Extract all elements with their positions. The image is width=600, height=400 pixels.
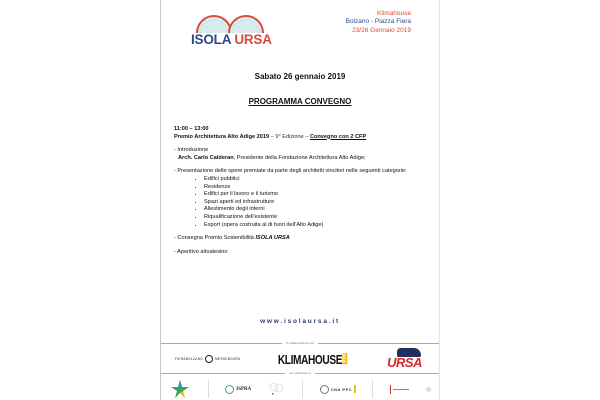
sustainability-item xyxy=(174,235,434,243)
partner-logos xyxy=(161,348,439,370)
red-bar-icon xyxy=(390,385,392,394)
emblem-icon xyxy=(225,385,234,394)
patron-logos xyxy=(161,378,439,400)
category-item: • Allestimento degli interni xyxy=(204,206,434,214)
program-time: 11:00 – 13:00 xyxy=(174,126,209,132)
dome-logo-icon xyxy=(191,8,271,34)
emblem-icon xyxy=(320,385,329,394)
presentation-item: - Presentazione delle opere premiate da parte degli architetti vincitori nelle seguenti categorie: xyxy=(174,168,407,175)
ursa-wordmark: URSA xyxy=(387,355,422,370)
klimahouse-year: 2019 xyxy=(342,354,348,364)
isola-ursa-logo xyxy=(191,8,271,48)
ursa-logo xyxy=(385,348,425,370)
cnappc-text: CNA PPC xyxy=(330,386,353,392)
speaker-name: Arch. Carlo Calderan xyxy=(178,154,234,161)
ispra-logo xyxy=(225,385,251,394)
category-item: • Export (opera costruita al di fuori dell’Alto Adige) xyxy=(204,222,434,230)
category-item: • Spazi aperti ed infrastrutture xyxy=(204,199,434,207)
color-bar-icon xyxy=(354,385,356,393)
website-link[interactable]: www.isolaursa.it xyxy=(260,318,340,325)
star-logo-icon xyxy=(169,379,191,399)
program-body xyxy=(174,126,434,256)
sustainability-brand: ISOLA URSA xyxy=(255,235,290,242)
award-name: Premio Architettura Alto Adige 2019 xyxy=(174,133,270,140)
event-info xyxy=(346,10,411,35)
fierabolzano-logo xyxy=(175,355,240,363)
ordine-text-line xyxy=(393,389,409,390)
ispra-text: ISPRA xyxy=(236,386,252,392)
award-edition: – 9° Edizione – xyxy=(269,133,310,140)
category-item: • Edifici pubblici xyxy=(204,176,434,184)
aperitivo-item: - Aperitivo altoatesino xyxy=(174,248,228,255)
ordine-logo xyxy=(390,385,410,394)
category-item: • Edifici per il lavoro e il turismo xyxy=(204,191,434,199)
seal-icon xyxy=(426,387,431,392)
logo-isola: ISOLA xyxy=(191,32,231,47)
patronage-divider xyxy=(161,373,439,374)
program-heading: PROGRAMMA CONVEGNO xyxy=(248,97,352,106)
cnappc-logo xyxy=(320,385,356,394)
category-item: • Riqualificazione dell’esistente xyxy=(204,214,434,222)
logo-wordmark xyxy=(191,32,272,47)
network-logo-icon xyxy=(268,382,286,396)
klimahouse-name: KLIMAHOUSE xyxy=(277,351,343,367)
klimahouse-logo xyxy=(278,352,348,367)
speaker-line xyxy=(174,155,434,163)
award-line xyxy=(174,134,434,142)
category-item: • Residenze xyxy=(204,184,434,192)
sustainability-label: - Consegna Premio Sostenibilità xyxy=(174,235,256,242)
logo-divider xyxy=(372,380,373,398)
event-dates: 23/26 Gennaio 2019 xyxy=(352,26,411,34)
logo-divider xyxy=(302,380,303,398)
date-heading: Sabato 26 gennaio 2019 xyxy=(254,72,346,81)
award-credits: Convegno con 2 CFP xyxy=(309,133,367,140)
categories-list xyxy=(174,176,434,229)
event-name: Klimahouse xyxy=(377,10,411,17)
intro-item: - Introduzione xyxy=(174,147,209,154)
collab-divider xyxy=(161,343,439,344)
logo-ursa: URSA xyxy=(234,32,272,47)
event-location: Bolzano - Piazza Fiera xyxy=(345,18,411,26)
fiera-right-text: MESSEBOZEN xyxy=(215,357,241,361)
fiera-left-text: FIERABOLZANO xyxy=(174,357,204,361)
collab-label: in collaborazione con xyxy=(282,341,318,345)
fiera-circle-icon xyxy=(205,355,213,363)
document-page xyxy=(160,0,440,400)
logo-divider xyxy=(208,380,209,398)
patronage-label: con patrocinio di xyxy=(285,371,315,375)
speaker-role: , Presidente della Fondazione Architettura Alto Adige; xyxy=(233,154,366,161)
